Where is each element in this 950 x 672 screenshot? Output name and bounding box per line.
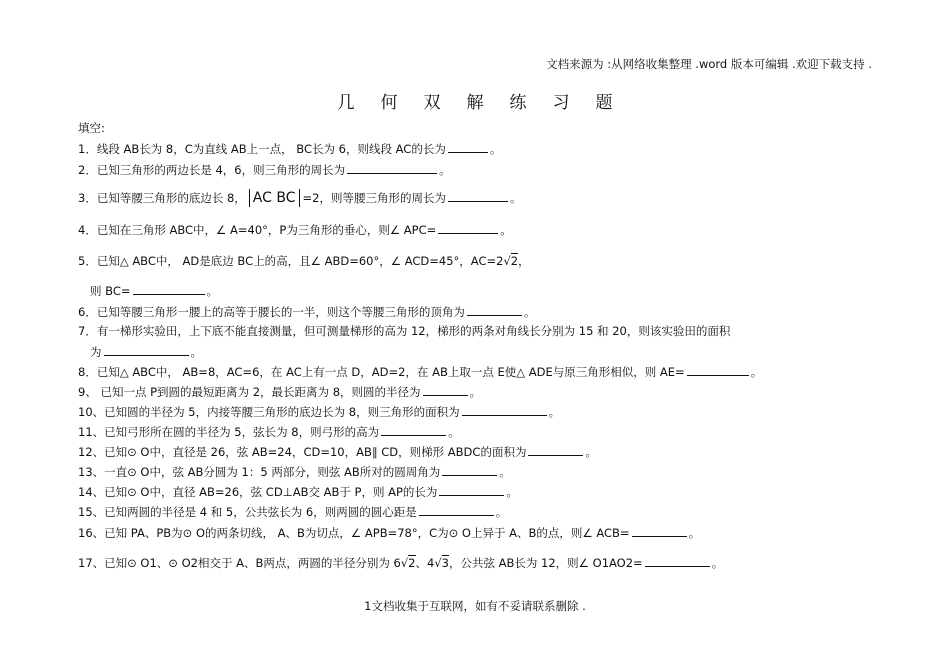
answer-blank [448, 190, 508, 202]
question-9: 9、 已知一点 P到圆的最短距离为 2，最长距离为 8，则圆的半径为 。 [78, 385, 482, 399]
footer-note: 1文档收集于互联网，如有不妥请联系删除 . [364, 599, 586, 613]
answer-blank [632, 525, 687, 537]
answer-blank [133, 283, 205, 295]
question-13: 13、一直⊙ O中，弦 AB分圆为 1：5 两部分，则弦 AB所对的圆周角为 。 [78, 465, 511, 479]
answer-blank [645, 555, 710, 567]
page-title: 几何双解练习题 [337, 93, 639, 113]
question-17: 17、已知⊙ O1、⊙ O2相交于 A、B两点，两圆的半径分别为 6√2、4√3，公共弦 AB长为 12，则∠ O1AO2= 。 [78, 556, 724, 570]
question-12: 12、已知⊙ O中，直径是 26，弦 AB=24，CD=10，AB∥ CD，则梯形 ABDC的面积为 。 [78, 445, 597, 459]
question-10: 10、已知圆的半径为 5，内接等腰三角形的底边长为 8，则三角形的面积为 。 [78, 405, 561, 419]
answer-blank [448, 141, 488, 153]
absolute-value-expression: AC BC [249, 189, 300, 207]
question-2: 2．已知三角形的两边长是 4，6，则三角形的周长为 。 [78, 163, 451, 177]
answer-blank [381, 424, 446, 436]
question-7-continued: 为 。 [90, 345, 202, 359]
question-11: 11、已知弓形所在圆的半径为 5，弦长为 8，则弓形的高为 。 [78, 425, 460, 439]
question-5-continued: 则 BC= 。 [90, 284, 219, 298]
sqrt-sign-icon: √ [434, 556, 442, 570]
section-label: 填空: [78, 121, 105, 135]
question-16: 16、已知 PA、PB为⊙ O的两条切线， A、B为切点，∠ APB=78°，C为⊙ O上异于 A、B的点，则∠ ACB= 。 [78, 526, 701, 540]
sqrt-radicand: 2 [510, 254, 519, 268]
answer-blank [442, 464, 497, 476]
sqrt-sign-icon: √ [503, 254, 511, 268]
answer-blank [347, 162, 437, 174]
question-1: 1．线段 AB长为 8，C为直线 AB上一点， BC长为 6，则线段 AC的长为 。 [78, 142, 502, 156]
answer-blank [528, 444, 583, 456]
question-5: 5．已知△ ABC中， AD是底边 BC上的高，且∠ ABD=60°，∠ ACD=45°，AC=2√2， [78, 254, 530, 268]
answer-blank [419, 504, 494, 516]
answer-blank [104, 344, 189, 356]
question-7: 7．有一梯形实验田，上下底不能直接测量，但可测量梯形的高为 12，梯形的两条对角线长分别为 15 和 20，则该实验田的面积 [78, 324, 731, 338]
question-15: 15、已知两圆的半径是 4 和 5，公共弦长为 6，则两圆的圆心距是 。 [78, 505, 508, 519]
question-3: 3．已知等腰三角形的底边长 8， AC BC =2，则等腰三角形的周长为 。 [78, 190, 522, 206]
question-6: 6．已知等腰三角形一腰上的高等于腰长的一半，则这个等腰三角形的顶角为 。 [78, 305, 536, 319]
sqrt-sign-icon: √ [400, 556, 409, 570]
answer-blank [687, 364, 749, 376]
answer-blank [438, 222, 498, 234]
question-8: 8．已知△ ABC中， AB=8，AC=6，在 AC上有一点 D，AD=2，在 AB上取一点 E使△ ADE与原三角形相似，则 AE= 。 [78, 365, 763, 379]
answer-blank [423, 384, 468, 396]
answer-blank [439, 484, 504, 496]
answer-blank [462, 404, 547, 416]
header-note: 文档来源为 :从网络收集整理 .word 版本可编辑 .欢迎下载支持 . [546, 57, 872, 71]
question-14: 14、已知⊙ O中，直径 AB=26，弦 CD⊥AB交 AB于 P，则 AP的长为 。 [78, 485, 518, 499]
answer-blank [467, 304, 522, 316]
question-4: 4．已知在三角形 ABC中，∠ A=40°，P为三角形的垂心，则∠ APC= 。 [78, 223, 512, 237]
